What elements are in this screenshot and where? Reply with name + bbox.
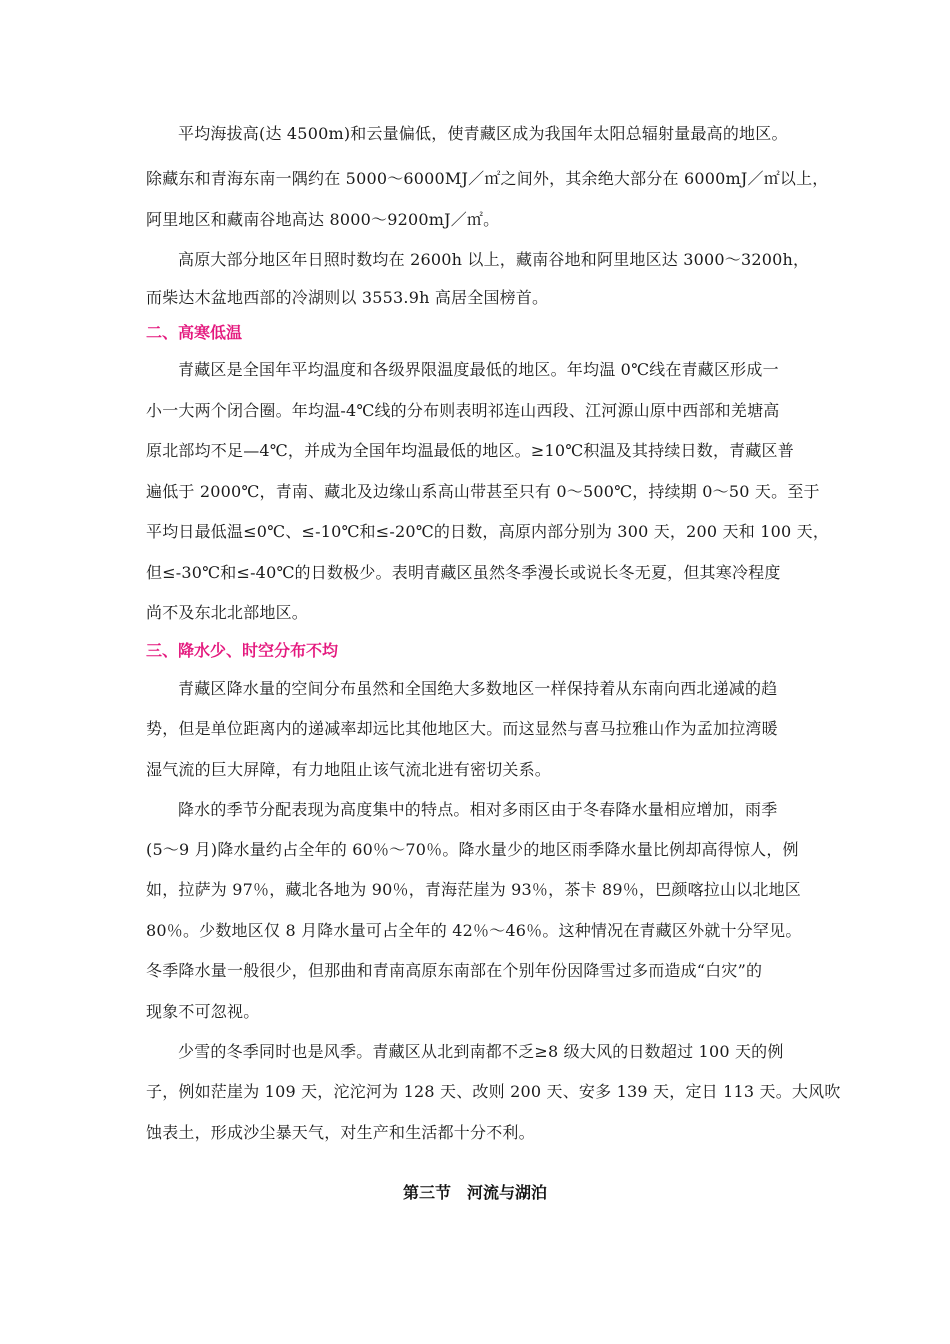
paragraph-line: 平均日最低温≤0℃、≤-10℃和≤-20℃的日数，高原内部分别为 300 天，200 天和 100 天， [146,522,830,541]
paragraph-line: 如，拉萨为 97％，藏北各地为 90％，青海茫崖为 93％，茶卡 89％，巴颜喀拉山以北地区 [146,880,801,899]
paragraph-line: 尚不及东北北部地区。 [146,603,309,622]
paragraph-line: 原北部均不足—4℃，并成为全国年均温最低的地区。≥10℃积温及其持续日数，青藏区普 [146,441,794,460]
section-heading-cold: 二、高寒低温 [146,323,243,342]
paragraph-line: 青藏区是全国年平均温度和各级界限温度最低的地区。年均温 0℃线在青藏区形成一 [178,360,779,379]
paragraph-line: 蚀表土，形成沙尘暴天气，对生产和生活都十分不利。 [146,1123,535,1142]
section-title: 第三节 河流与湖泊 [402,1183,547,1202]
paragraph-line: 但≤-30℃和≤-40℃的日数极少。表明青藏区虽然冬季漫长或说长冬无夏，但其寒冷程度 [146,563,781,582]
paragraph-line: 湿气流的巨大屏障，有力地阻止该气流北进有密切关系。 [146,760,552,779]
paragraph-line: 除藏东和青海东南一隅约在 5000～6000MJ／㎡之间外，其余绝大部分在 6000mJ／㎡以上， [146,169,829,188]
paragraph-line: 冬季降水量一般很少，但那曲和青南高原东南部在个别年份因降雪过多而造成“白灾”的 [146,961,763,980]
paragraph-line: (5～9 月)降水量约占全年的 60％～70％。降水量少的地区雨季降水量比例却高得惊人，例 [146,840,799,859]
section-heading-precipitation: 三、降水少、时空分布不均 [146,641,339,660]
paragraph-line: 而柴达木盆地西部的冷湖则以 3553.9h 高居全国榜首。 [146,288,549,307]
paragraph-line: 遍低于 2000℃，青南、藏北及边缘山系高山带甚至只有 0～500℃，持续期 0～50 天。至于 [146,482,820,501]
paragraph-line: 80％。少数地区仅 8 月降水量可占全年的 42％～46％。这种情况在青藏区外就十分罕见。 [146,921,802,940]
paragraph-line: 子，例如茫崖为 109 天，沱沱河为 128 天、改则 200 天、安多 139 天，定日 113 天。大风吹 [146,1082,841,1101]
paragraph-line: 势，但是单位距离内的递减率却远比其他地区大。而这显然与喜马拉雅山作为孟加拉湾暖 [146,719,778,738]
paragraph-line: 降水的季节分配表现为高度集中的特点。相对多雨区由于冬春降水量相应增加，雨季 [178,800,778,819]
paragraph-line: 现象不可忽视。 [146,1002,260,1021]
paragraph-line: 青藏区降水量的空间分布虽然和全国绝大多数地区一样保持着从东南向西北递减的趋 [178,679,778,698]
paragraph-line: 少雪的冬季同时也是风季。青藏区从北到南都不乏≥8 级大风的日数超过 100 天的例 [178,1042,784,1061]
paragraph-line: 阿里地区和藏南谷地高达 8000～9200mJ／㎡。 [146,210,500,229]
paragraph-line: 平均海拔高(达 4500m)和云量偏低，使青藏区成为我国年太阳总辐射量最高的地区。 [178,124,788,143]
paragraph-line: 小一大两个闭合圈。年均温-4℃线的分布则表明祁连山西段、江河源山原中西部和羌塘高 [146,401,780,420]
paragraph-line: 高原大部分地区年日照时数均在 2600h 以上，藏南谷地和阿里地区达 3000～3200h， [178,250,810,269]
